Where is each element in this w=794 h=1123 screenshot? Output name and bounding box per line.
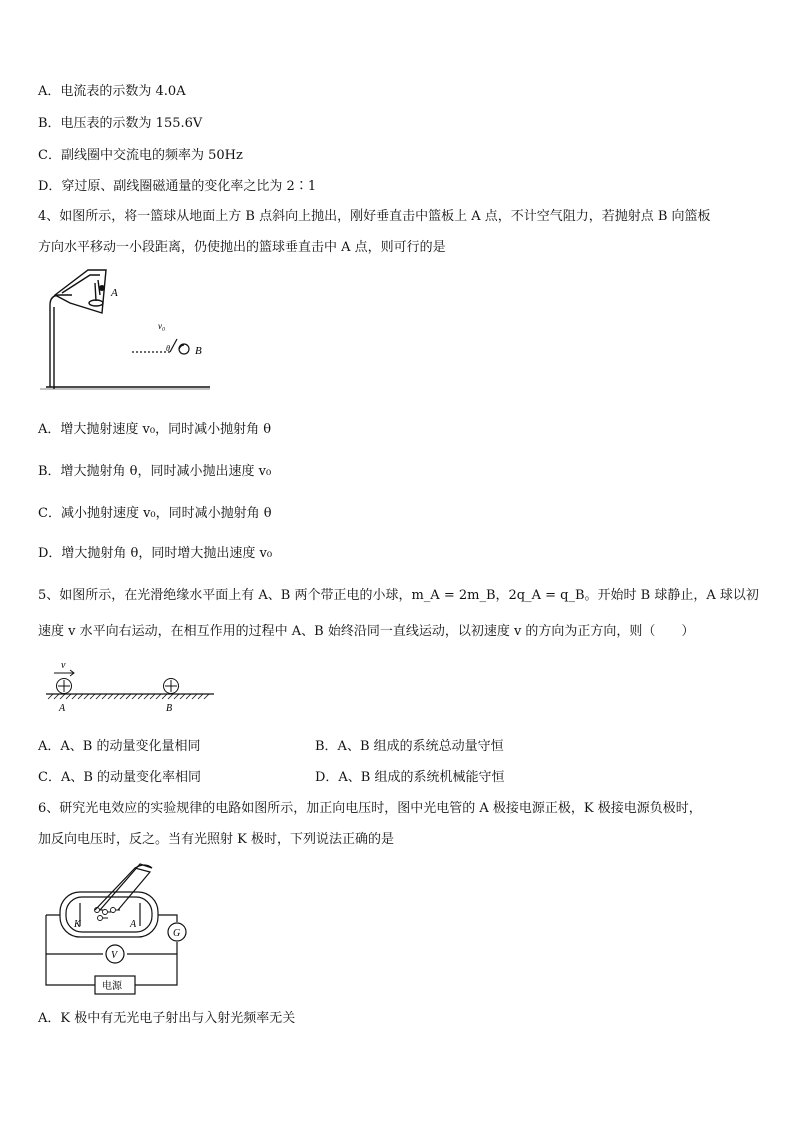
q5-label-a: A (59, 703, 66, 714)
q6-label-power-source: 电源 (102, 981, 122, 992)
q6-photoelectric-circuit-figure (40, 860, 192, 1000)
q4-label-b: B (195, 345, 202, 357)
q5-option-a: A．A、B 的动量变化量相同 (38, 739, 201, 754)
q6-label-k: K (74, 919, 81, 930)
q4-label-a: A (111, 287, 118, 299)
q4-stem-line1: 4、如图所示，将一篮球从地面上方 B 点斜向上抛出，刚好垂直击中篮板上 A 点，不计空气阻力，若抛射点 B 向篮板 (38, 209, 711, 224)
q6-label-a: A (130, 919, 137, 930)
q6-option-a: A．K 极中有无光电子射出与入射光频率无关 (38, 1011, 296, 1026)
q5-option-d: D．A、B 组成的系统机械能守恒 (315, 770, 505, 785)
q5-label-b: B (166, 703, 173, 714)
q4-option-c: C．减小抛射速度 v₀，同时减小抛射角 θ (38, 506, 272, 521)
q4-option-a: A．增大抛射速度 v₀，同时减小抛射角 θ (38, 422, 272, 437)
q6-label-g: G (173, 928, 181, 939)
q6-stem-line2: 加反向电压时，反之。当有光照射 K 极时，下列说法正确的是 (38, 832, 394, 847)
q4-stem-line2: 方向水平移动一小段距离，仍使抛出的篮球垂直击中 A 点，则可行的是 (38, 240, 446, 255)
q4-option-b: B．增大抛射角 θ，同时减小抛出速度 v₀ (38, 464, 272, 479)
q4-basketball-figure (40, 265, 215, 395)
q6-stem-line1: 6、研究光电效应的实验规律的电路如图所示，加正向电压时，图中光电管的 A 极接电源正极，K 极接电源负极时， (38, 801, 702, 816)
q5-label-v: v (61, 660, 66, 671)
q4-label-theta: θ (166, 344, 170, 353)
q6-label-v: V (111, 950, 118, 961)
q4-option-d: D．增大抛射角 θ，同时增大抛出速度 v₀ (38, 546, 273, 561)
q4-label-v0: v₀ (158, 321, 166, 331)
q3-option-c: C．副线圈中交流电的频率为 50Hz (38, 148, 243, 163)
q3-option-d: D．穿过原、副线圈磁通量的变化率之比为 2∶1 (38, 179, 317, 194)
q5-option-c: C．A、B 的动量变化率相同 (38, 770, 202, 785)
q5-stem-line1: 5、如图所示，在光滑绝缘水平面上有 A、B 两个带正电的小球，m_A = 2m_B，2q_A = q_B。开始时 B 球静止，A 球以初 (38, 588, 759, 603)
q3-option-b: B．电压表的示数为 155.6V (38, 116, 203, 131)
q5-stem-line2: 速度 v 水平向右运动，在相互作用的过程中 A、B 始终沿同一直线运动，以初速度 v 的方向为正方向，则（ ） (38, 624, 695, 639)
q5-option-b: B．A、B 组成的系统总动量守恒 (315, 739, 504, 754)
q3-option-a: A．电流表的示数为 4.0A (38, 84, 186, 99)
q5-two-charges-figure (44, 658, 216, 713)
